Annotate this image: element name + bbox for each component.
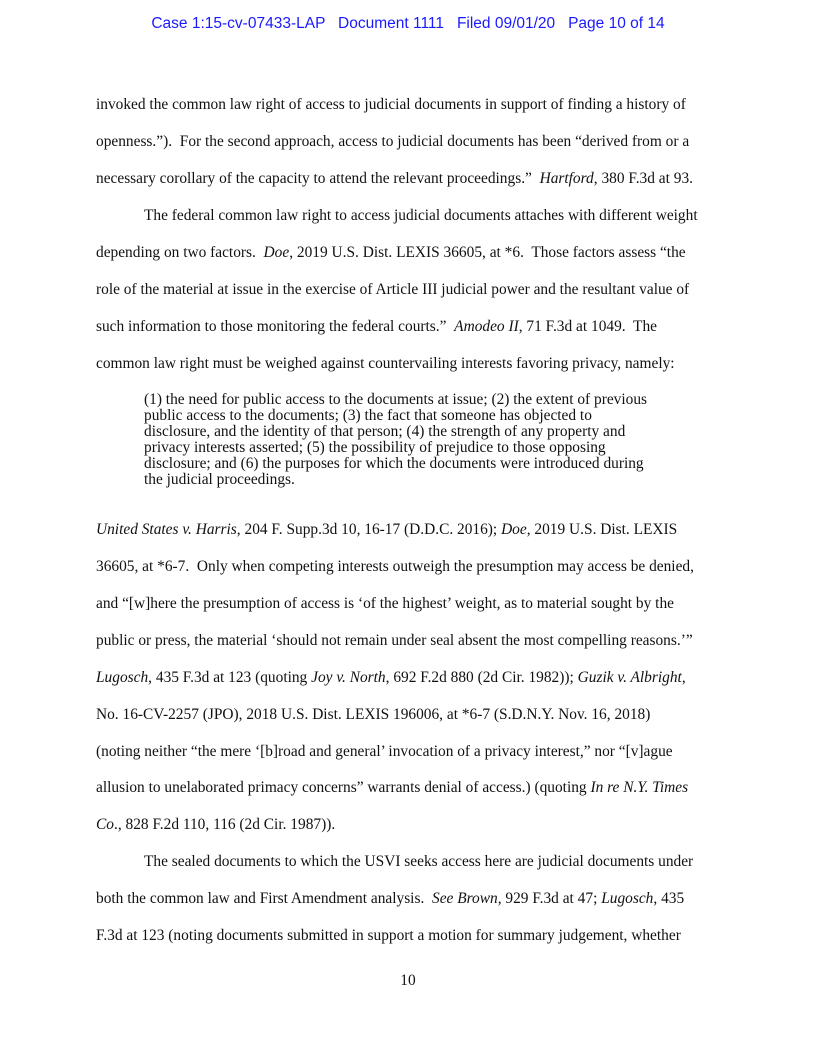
case-citation: United States v. Harris (96, 521, 237, 538)
case-citation: Co (96, 816, 114, 833)
body-line: No. 16-CV-2257 (JPO), 2018 U.S. Dist. LEXIS 196006, at *6-7 (S.D.N.Y. Nov. 16, 2018) (96, 706, 651, 723)
body-line: such information to those monitoring the federal courts.” Amodeo II, 71 F.3d at 1049. The (96, 318, 657, 335)
body-line: both the common law and First Amendment analysis. See Brown, 929 F.3d at 47; Lugosch, 435 (96, 890, 685, 907)
body-line: and “[w]here the presumption of access is ‘of the highest’ weight, as to material sought by the (96, 595, 674, 612)
body-line: F.3d at 123 (noting documents submitted in support a motion for summary judgement, whether (96, 927, 681, 944)
case-citation: Doe (501, 521, 527, 538)
body-line: Lugosch, 435 F.3d at 123 (quoting Joy v. North, 692 F.2d 880 (2d Cir. 1982)); Guzik v. Albright, (96, 669, 686, 686)
body-line: (noting neither “the mere ‘[b]road and general’ invocation of a privacy interest,” nor “[v]ague (96, 743, 673, 760)
case-citation: In re N.Y. Times (590, 779, 689, 796)
block-quote-line: public access to the documents; (3) the fact that someone has objected to (144, 407, 592, 424)
body-line: necessary corollary of the capacity to attend the relevant proceedings.” Hartford, 380 F.3d at 93. (96, 170, 693, 187)
case-citation: Doe (263, 244, 290, 261)
block-quote-line: (1) the need for public access to the documents at issue; (2) the extent of previous (144, 391, 648, 408)
body-line: openness.”). For the second approach, access to judicial documents has been “derived from or a (96, 133, 690, 150)
case-citation: Amodeo II (454, 318, 519, 335)
case-citation: Guzik v. Albright (577, 669, 682, 686)
body-line: invoked the common law right of access to judicial documents in support of finding a history of (96, 96, 686, 113)
case-citation: Lugosch (601, 890, 654, 907)
case-citation: Hartford (539, 170, 594, 187)
case-header: Case 1:15-cv-07433-LAP Document 1111 Filed 09/01/20 Page 10 of 14 (151, 15, 665, 32)
block-quote-line: disclosure, and the identity of that person; (4) the strength of any property and (144, 423, 626, 440)
body-line: United States v. Harris, 204 F. Supp.3d 10, 16-17 (D.D.C. 2016); Doe, 2019 U.S. Dist. LEXIS (96, 521, 678, 538)
body-line: Co., 828 F.2d 110, 116 (2d Cir. 1987)). (96, 816, 336, 833)
body-line: common law right must be weighed against countervailing interests favoring privacy, namely: (96, 355, 675, 372)
body-line: 36605, at *6-7. Only when competing interests outweigh the presumption may access be denied, (96, 558, 694, 575)
block-quote-line: disclosure; and (6) the purposes for which the documents were introduced during (144, 455, 644, 472)
body-line: depending on two factors. Doe, 2019 U.S. Dist. LEXIS 36605, at *6. Those factors assess “the (96, 244, 686, 261)
block-quote-line: privacy interests asserted; (5) the possibility of prejudice to those opposing (144, 439, 606, 456)
body-line: The federal common law right to access judicial documents attaches with different weight (144, 207, 698, 224)
block-quote-line: the judicial proceedings. (144, 471, 295, 488)
case-citation: Lugosch (96, 669, 149, 686)
body-line: public or press, the material ‘should not remain under seal absent the most compelling reasons.’” (96, 632, 693, 649)
body-line: role of the material at issue in the exercise of Article III judicial power and the resultant value of (96, 281, 690, 298)
case-citation: See Brown (432, 890, 498, 907)
page-number: 10 (400, 972, 416, 989)
body-line: allusion to unelaborated primacy concerns” warrants denial of access.) (quoting In re N.Y. Times (96, 779, 689, 796)
case-citation: Joy v. North (311, 669, 386, 686)
body-line: The sealed documents to which the USVI seeks access here are judicial documents under (144, 853, 694, 870)
